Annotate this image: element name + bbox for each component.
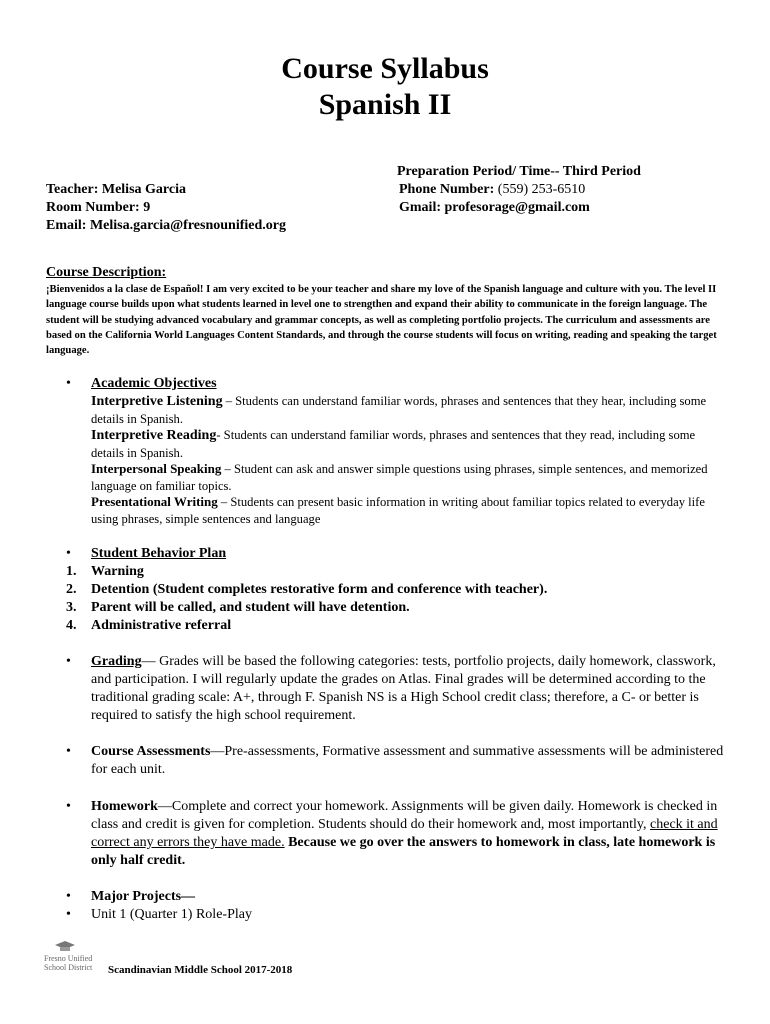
teacher-name: Teacher: Melisa Garcia	[46, 182, 186, 197]
step-number: 4.	[66, 618, 77, 633]
assessments-text: —Pre-assessments, Formative assessment and summative assessments will be administered for each unit.	[91, 744, 724, 777]
step-number: 1.	[66, 564, 77, 579]
behavior-step: Parent will be called, and student will have detention.	[91, 600, 410, 615]
objective-text: – Students can present basic information in writing about familiar topics related to everyday life using phrases, simple sentences and language	[91, 495, 705, 526]
gmail-address[interactable]: Gmail: profesorage@gmail.com	[399, 200, 590, 215]
projects-label: Major Projects—	[91, 889, 196, 904]
bullet-icon: •	[66, 376, 71, 391]
phone-value: (559) 253-6510	[494, 182, 586, 197]
room-number: Room Number: 9	[46, 200, 151, 215]
graduation-cap-icon	[54, 940, 76, 954]
homework-label: Homework	[91, 799, 158, 814]
assessments-label: Course Assessments	[91, 744, 211, 759]
behavior-step: Detention (Student completes restorative form and conference with teacher).	[91, 582, 548, 597]
project-unit-1: Unit 1 (Quarter 1) Role-Play	[91, 907, 252, 922]
course-description-heading: Course Description:	[46, 265, 167, 280]
step-number: 2.	[66, 582, 77, 597]
step-number: 3.	[66, 600, 77, 615]
behavior-step: Warning	[91, 564, 144, 579]
homework-section	[91, 798, 731, 870]
behavior-step: Administrative referral	[91, 618, 232, 633]
footer-school: Scandinavian Middle School 2017-2018	[108, 964, 293, 976]
course-title: Course Syllabus	[281, 52, 489, 85]
logo-text-line2: School District	[44, 963, 93, 972]
academic-objectives-heading: Academic Objectives	[91, 376, 217, 391]
bullet-icon: •	[66, 654, 71, 669]
logo-text-line1: Fresno Unified	[44, 954, 93, 963]
bullet-icon: •	[66, 546, 71, 561]
objective-label: Interpersonal Speaking	[91, 461, 222, 476]
objective-label: Interpretive Reading	[91, 428, 217, 443]
prep-period: Preparation Period/ Time-- Third Period	[397, 164, 641, 179]
assessments-section	[91, 743, 731, 779]
objective-item	[91, 461, 731, 494]
behavior-plan-heading: Student Behavior Plan	[91, 546, 227, 561]
grading-label: Grading	[91, 654, 142, 669]
objective-text: - Students can understand familiar words, phrases and sentences that they read, including some details in Spanish.	[91, 428, 696, 460]
homework-late-policy: Because we go over the answers to homework in class, late homework is only half credit.	[91, 835, 716, 868]
objective-item	[91, 427, 731, 461]
bullet-icon: •	[66, 799, 71, 814]
academic-objectives	[91, 375, 731, 527]
bullet-icon: •	[66, 889, 71, 904]
objective-item	[91, 494, 731, 527]
district-logo	[44, 940, 110, 980]
bullet-icon: •	[66, 907, 71, 922]
homework-text: —Complete and correct your homework. Assignments will be given daily. Homework is checked in class and credit is given for completion. Students should do their homework and, most importantly,	[91, 799, 718, 832]
email-address[interactable]: Email: Melisa.garcia@fresnounified.org	[46, 218, 286, 233]
objective-text: – Student can ask and answer simple questions using phrases, simple sentences, and memorized language on familiar topics.	[91, 462, 708, 493]
phone-number	[399, 181, 585, 199]
course-description-text: ¡Bienvenidos a la clase de Español! I am very excited to be your teacher and share my love of the Spanish language and culture with you. The level II language course builds upon what students learned in level one to strengthen and expand their ability to communicate in the foreign language. The student will be studying advanced vocabulary and grammar concepts, as well as completing portfolio projects. The curriculum and assessments are based on the California World Languages Content Standards, and through the course students will focus on writing, reading and speaking the target language.	[46, 284, 717, 357]
objective-text: – Students can understand familiar words, phrases and sentences that they hear, including some details in Spanish.	[91, 394, 707, 426]
objective-label: Interpretive Listening	[91, 394, 223, 409]
homework-underlined: check it and correct any errors they have made.	[91, 817, 718, 850]
objective-item	[91, 393, 731, 427]
bullet-icon: •	[66, 744, 71, 759]
objective-label: Presentational Writing	[91, 494, 218, 509]
phone-label: Phone Number:	[399, 182, 495, 197]
grading-text: — Grades will be based the following categories: tests, portfolio projects, daily homework, classwork, and participation. I will regularly update the grades on Atlas. Final grades will be determined according to the traditional grading scale: A+, through F. Spanish NS is a High School credit class; therefore, a C- or better is required to satisfy the high school requirement.	[91, 654, 716, 723]
grading-section	[91, 653, 731, 725]
course-subtitle: Spanish II	[318, 88, 452, 121]
